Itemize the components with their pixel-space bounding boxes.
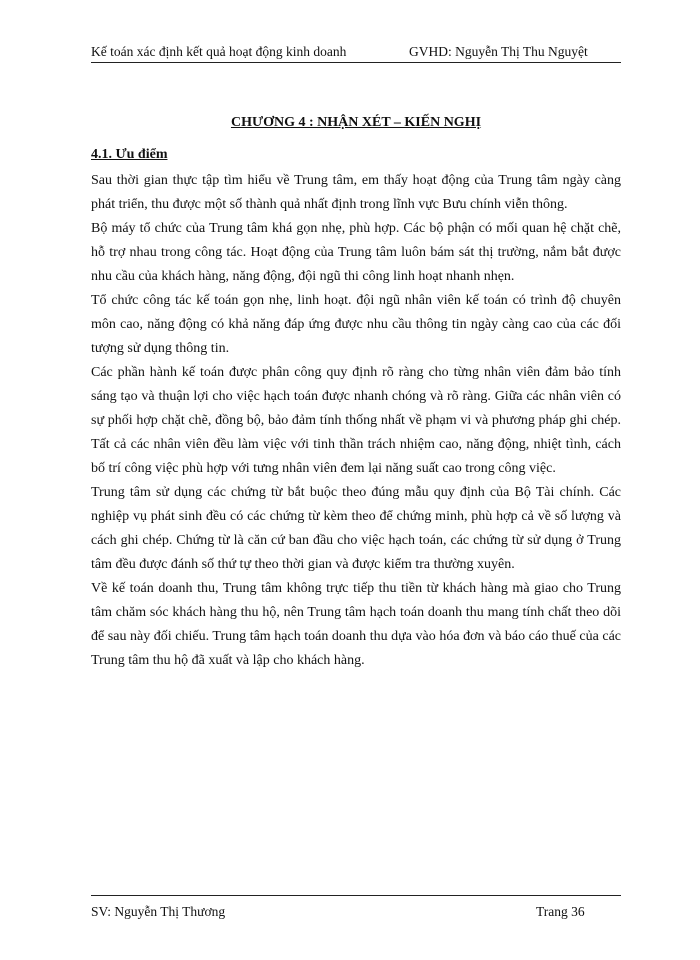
paragraph: Tổ chức công tác kế toán gọn nhẹ, linh hoạt. đội ngũ nhân viên kế toán có trình độ chuyên môn cao, năng động có khả năng đáp ứng được nhu cầu thông tin ngày càng cao của các đối tượng sử dụng thông tin. xyxy=(91,293,621,356)
page-number: Trang 36 xyxy=(536,904,585,919)
page-header xyxy=(91,44,621,63)
paragraph: Bộ máy tổ chức của Trung tâm khá gọn nhẹ, phù hợp. Các bộ phận có mối quan hệ chặt chẽ, hỗ trợ nhau trong công tác. Hoạt động của Trung tâm luôn bám sát thị trường, nắm bắt được nhu cầu của khách hàng, năng động, đội ngũ thi công linh hoạt nhanh nhẹn. xyxy=(91,221,621,284)
page-footer xyxy=(91,895,621,924)
header-supervisor: GVHD: Nguyễn Thị Thu Nguyệt xyxy=(409,44,588,59)
section-title: 4.1. Ưu điểm xyxy=(91,147,168,162)
body-text xyxy=(91,169,621,673)
footer-student-name: SV: Nguyễn Thị Thương xyxy=(91,904,226,919)
paragraph: Về kế toán doanh thu, Trung tâm không trực tiếp thu tiền từ khách hàng mà giao cho Trung tâm chăm sóc khách hàng thu hộ, nên Trung tâm hạch toán doanh thu mang tính chất theo dõi để sau này đối chiếu. Trung tâm hạch toán doanh thu dựa vào hóa đơn và báo cáo thuế của các Trung tâm thu hộ đã xuất và lập cho khách hàng. xyxy=(91,581,621,668)
paragraph: Sau thời gian thực tập tìm hiểu về Trung tâm, em thấy hoạt động của Trung tâm ngày càng phát triển, thu được một số thành quả nhất định trong lĩnh vực Bưu chính viễn thông. xyxy=(91,173,621,212)
chapter-title: CHƯƠNG 4 : NHẬN XÉT – KIẾN NGHỊ xyxy=(230,115,482,130)
paragraph: Trung tâm sử dụng các chứng từ bắt buộc theo đúng mẫu quy định của Bộ Tài chính. Các nghiệp vụ phát sinh đều có các chứng từ kèm theo để chứng minh, phù hợp cả về số lượng và cách ghi chép. Chứng từ là căn cứ ban đầu cho việc hạch toán, các chứng từ sử dụng ở Trung tâm đều được đánh số thứ tự theo thời gian và được kiểm tra thường xuyên. xyxy=(91,485,621,572)
paragraph: Các phần hành kế toán được phân công quy định rõ ràng cho từng nhân viên đảm bảo tính sáng tạo và thuận lợi cho việc hạch toán được nhanh chóng và rõ ràng. Giữa các nhân viên có sự phối hợp chặt chẽ, đồng bộ, bảo đảm tính thống nhất về phạm vi và phương pháp ghi chép. Tất cả các nhân viên đều làm việc với tinh thần trách nhiệm cao, năng động, nhiệt tình, cách bố trí công việc phù hợp với tưng nhân viên đem lại năng suất cao trong công việc. xyxy=(91,365,621,476)
header-document-title: Kế toán xác định kết quả hoạt động kinh doanh xyxy=(91,44,347,59)
